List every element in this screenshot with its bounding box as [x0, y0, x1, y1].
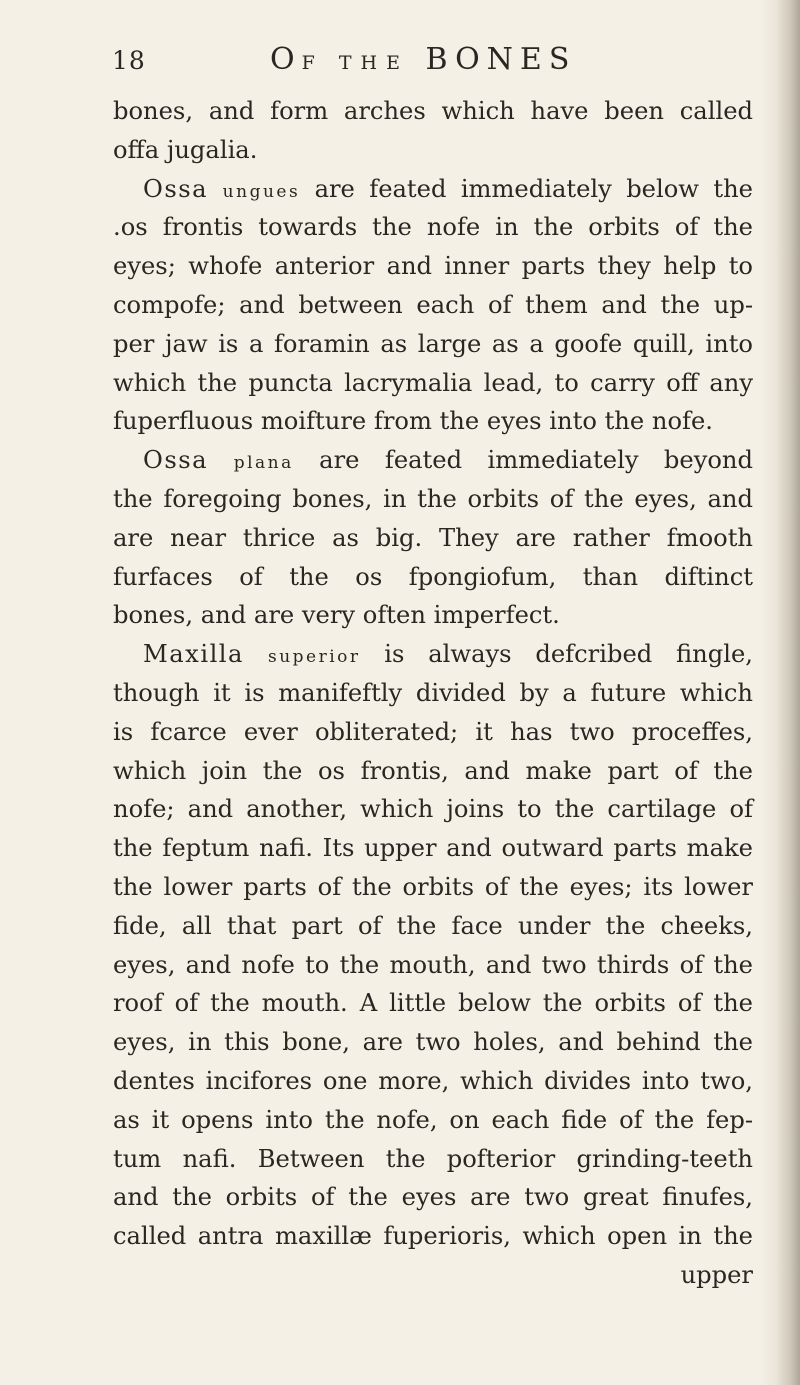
text-line: as it opens into the nofe, on each fide of the fep- — [113, 1105, 753, 1134]
page-edge-shadow — [776, 0, 800, 1385]
text-line-rest: is always defcribed fingle, — [360, 640, 753, 669]
section-term-smallcaps: ungues — [208, 181, 301, 202]
page-number: 18 — [112, 46, 146, 75]
section-term-smallcaps: plana — [208, 453, 294, 474]
text-line: eyes, in this bone, are two holes, and behind the — [113, 1028, 753, 1057]
text-line: bones, and are very often imperfect. — [113, 601, 560, 630]
text-line: roof of the mouth. A little below the orbits of the — [113, 989, 753, 1018]
running-head-middle: F THE — [301, 52, 409, 74]
text-line: bones, and form arches which have been called — [113, 97, 753, 125]
text-line: fuperfluous moifture from the eyes into the nofe. — [113, 407, 713, 436]
text-line: dentes incifores one more, which divides into two, — [113, 1066, 753, 1095]
text-line: eyes; whofe anterior and inner parts they help to — [113, 252, 753, 281]
text-line: fide, all that part of the face under the cheeks, — [113, 911, 753, 940]
text-line: furfaces of the os fpongiofum, than diftinct — [113, 562, 753, 591]
text-line: the lower parts of the orbits of the eyes; its lower — [113, 872, 753, 901]
catchword: upper — [680, 1260, 753, 1289]
running-head-initial: O — [270, 42, 302, 77]
text-line: which join the os frontis, and make part of the — [113, 756, 753, 785]
text-line-rest: are feated immediately below the — [300, 174, 753, 203]
text-line: the foregoing bones, in the orbits of the eyes, and — [113, 484, 753, 513]
text-line: are near thrice as big. They are rather fmooth — [113, 523, 753, 552]
text-line: though it is manifeftly divided by a future which — [113, 678, 753, 707]
text-line: per jaw is a foramin as large as a goofe quill, into — [113, 329, 753, 358]
text-line: which the puncta lacrymalia lead, to carry off any — [113, 368, 753, 397]
text-line: nofe; and another, which joins to the cartilage of — [113, 795, 753, 824]
page-header — [112, 42, 752, 92]
running-head — [270, 42, 576, 77]
text-line: offa jugalia. — [113, 135, 258, 164]
text-line: compofe; and between each of them and the up- — [113, 290, 753, 319]
section-term-lead: Ossa — [143, 174, 209, 203]
text-line: .os frontis towards the nofe in the orbits of the — [113, 213, 753, 242]
text-line: and the orbits of the eyes are two great finufes, — [113, 1183, 753, 1212]
paragraph-start-ossa-ungues — [113, 170, 753, 209]
text-line: called antra maxillæ fuperioris, which open in the — [113, 1222, 753, 1251]
text-line: eyes, and nofe to the mouth, and two thirds of the — [113, 950, 753, 979]
body-text — [113, 92, 753, 1295]
section-term-smallcaps: superior — [243, 647, 361, 668]
section-term-lead: Ossa — [143, 446, 209, 475]
text-line: tum nafi. Between the pofterior grinding-teeth — [113, 1144, 753, 1173]
paragraph-start-maxilla-superior — [113, 635, 753, 674]
text-line: is fcarce ever obliterated; it has two proceffes, — [113, 717, 753, 746]
text-line: the feptum nafi. Its upper and outward parts make — [113, 834, 753, 863]
text-line-rest: are feated immediately beyond — [293, 446, 753, 475]
paragraph-start-ossa-plana — [113, 441, 753, 480]
running-head-last: BONES — [408, 42, 577, 77]
section-term-lead: Maxilla — [143, 640, 244, 669]
